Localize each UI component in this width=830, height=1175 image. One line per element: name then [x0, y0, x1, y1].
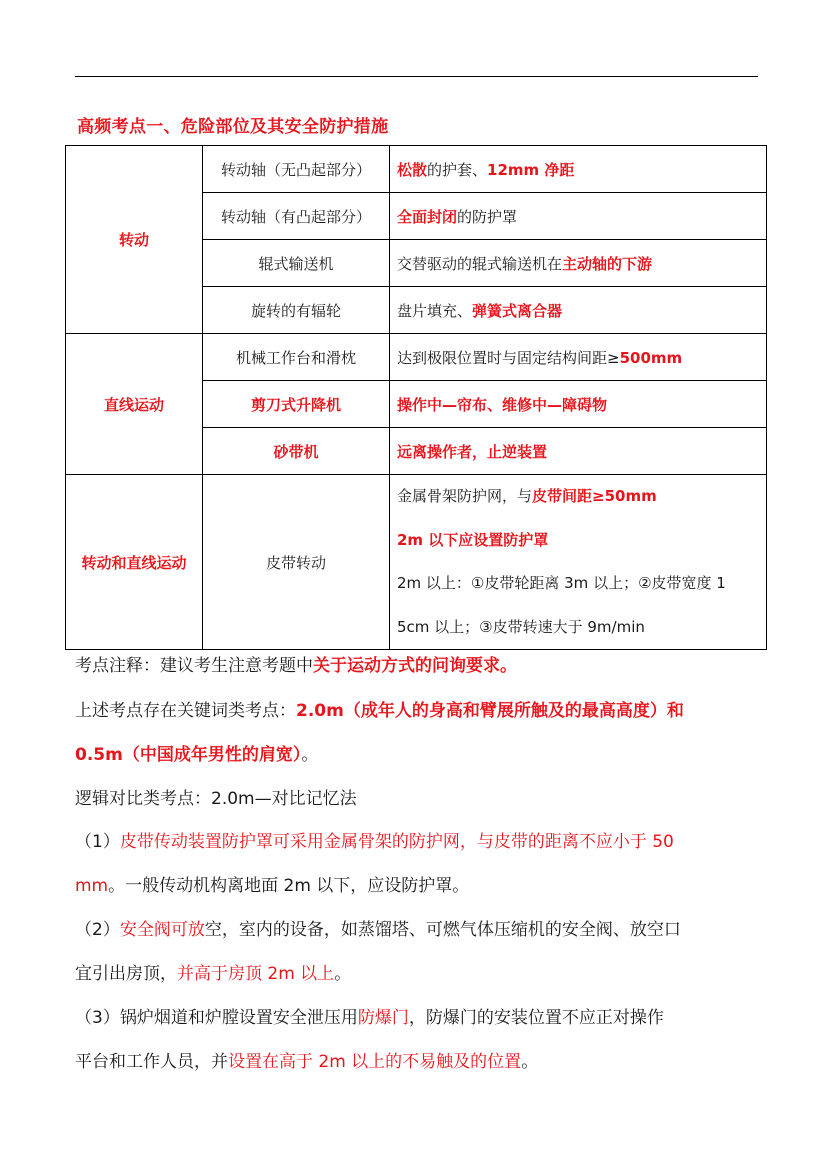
- note-text: 上述考点存在关键词类考点：: [75, 701, 296, 721]
- note-text: 。: [301, 745, 319, 765]
- para-prefix: （1）: [75, 832, 120, 852]
- item-cell: 皮带转动: [203, 475, 390, 650]
- desc-text: 达到极限位置时与固定结构间距≥: [397, 348, 620, 367]
- category-linear: 直线运动: [66, 334, 203, 475]
- desc-text: 盘片填充、: [397, 301, 473, 320]
- desc-cell: [390, 240, 767, 287]
- item-cell: 转动轴（有凸起部分）: [203, 193, 390, 240]
- table-row: [66, 334, 767, 381]
- red-keyword: 0.5m（中国成年男性的肩宽）: [75, 745, 302, 765]
- paragraph-2: [75, 908, 758, 996]
- desc-line: [397, 475, 759, 519]
- red-text: 防爆门: [357, 1008, 409, 1028]
- desc-text: 的护套、: [427, 160, 488, 179]
- table-row: [66, 475, 767, 650]
- para-text: 。: [521, 1052, 539, 1072]
- category-rotation: 转动: [66, 146, 203, 334]
- desc-cell: [390, 428, 767, 475]
- desc-cell: [390, 381, 767, 428]
- red-text: 皮带传动装置防护罩可采用金属骨架的防护网，与皮带的距离不应小于 50: [119, 832, 674, 852]
- red-text: 安全阀可放: [119, 920, 205, 940]
- red-text: 设置在高于 2m 以上的不易触及的位置: [228, 1052, 522, 1072]
- paragraph-3: [75, 996, 758, 1084]
- desc-cell: [390, 287, 767, 334]
- para-text: 。: [334, 964, 352, 984]
- para-text: ，防爆门的安装位置不应正对操作: [408, 1008, 664, 1028]
- item-cell: 砂带机: [203, 428, 390, 475]
- desc-line: 5cm 以上；③皮带转速大于 9m/min: [397, 617, 645, 636]
- category-combined: 转动和直线运动: [66, 475, 203, 650]
- desc-line: 2m 以上：①皮带轮距离 3m 以上；②皮带宽度 1: [397, 574, 726, 592]
- red-keyword: 12mm 净距: [487, 160, 575, 179]
- item-cell: 转动轴（无凸起部分）: [203, 146, 390, 193]
- desc-cell: [390, 475, 767, 650]
- red-keyword: 远离操作者，止逆装置: [397, 442, 548, 461]
- red-keyword: 2m 以下应设置防护罩: [397, 530, 549, 549]
- para-text: 。一般传动机构离地面 2m 以下，应设防护罩。: [108, 876, 470, 896]
- paragraph-1: [75, 820, 758, 908]
- item-cell: 剪刀式升降机: [203, 381, 390, 428]
- desc-text: 金属骨架防护网，与: [397, 487, 533, 505]
- red-keyword: 全面封闭: [397, 207, 458, 226]
- item-cell: 机械工作台和滑枕: [203, 334, 390, 381]
- desc-text: 的防护罩: [457, 207, 518, 226]
- para-prefix: （2）: [75, 920, 120, 940]
- red-keyword: 关于运动方式的问询要求。: [313, 656, 517, 676]
- red-keyword: 主动轴的下游: [562, 254, 653, 273]
- red-text: mm: [75, 876, 109, 896]
- para-text: （3）锅炉烟道和炉膛设置安全泄压用: [75, 1008, 358, 1028]
- para-text: 宜引出房顶，: [75, 964, 177, 984]
- para-text: 平台和工作人员，并: [75, 1052, 228, 1072]
- note-text: 考点注释：建议考生注意考题中: [75, 656, 313, 676]
- desc-cell: [390, 193, 767, 240]
- item-cell: 旋转的有辐轮: [203, 287, 390, 334]
- table-row: [66, 146, 767, 193]
- red-keyword: 500mm: [619, 348, 683, 367]
- header-rule: [75, 76, 758, 77]
- red-keyword: 皮带间距≥50mm: [532, 487, 657, 505]
- desc-text: 交替驱动的辊式输送机在: [397, 254, 563, 273]
- desc-cell: [390, 146, 767, 193]
- red-keyword: 松散: [397, 160, 428, 179]
- hazard-table: [65, 145, 767, 650]
- red-text: 并高于房顶 2m 以上: [177, 964, 335, 984]
- item-cell: 辊式输送机: [203, 240, 390, 287]
- red-keyword: 弹簧式离合器: [472, 301, 563, 320]
- para-text: 空，室内的设备，如蒸馏塔、可燃气体压缩机的安全阀、放空口: [204, 920, 681, 940]
- note-2: [75, 689, 758, 777]
- red-keyword: 2.0m（成年人的身高和臂展所触及的最高高度）和: [296, 701, 684, 721]
- section-heading: 高频考点一、危险部位及其安全防护措施: [77, 117, 389, 137]
- note-3: 逻辑对比类考点：2.0m—对比记忆法: [75, 789, 357, 809]
- desc-cell: [390, 334, 767, 381]
- red-keyword: 操作中—帘布、维修中—障碍物: [397, 395, 608, 414]
- note-1: [75, 644, 758, 688]
